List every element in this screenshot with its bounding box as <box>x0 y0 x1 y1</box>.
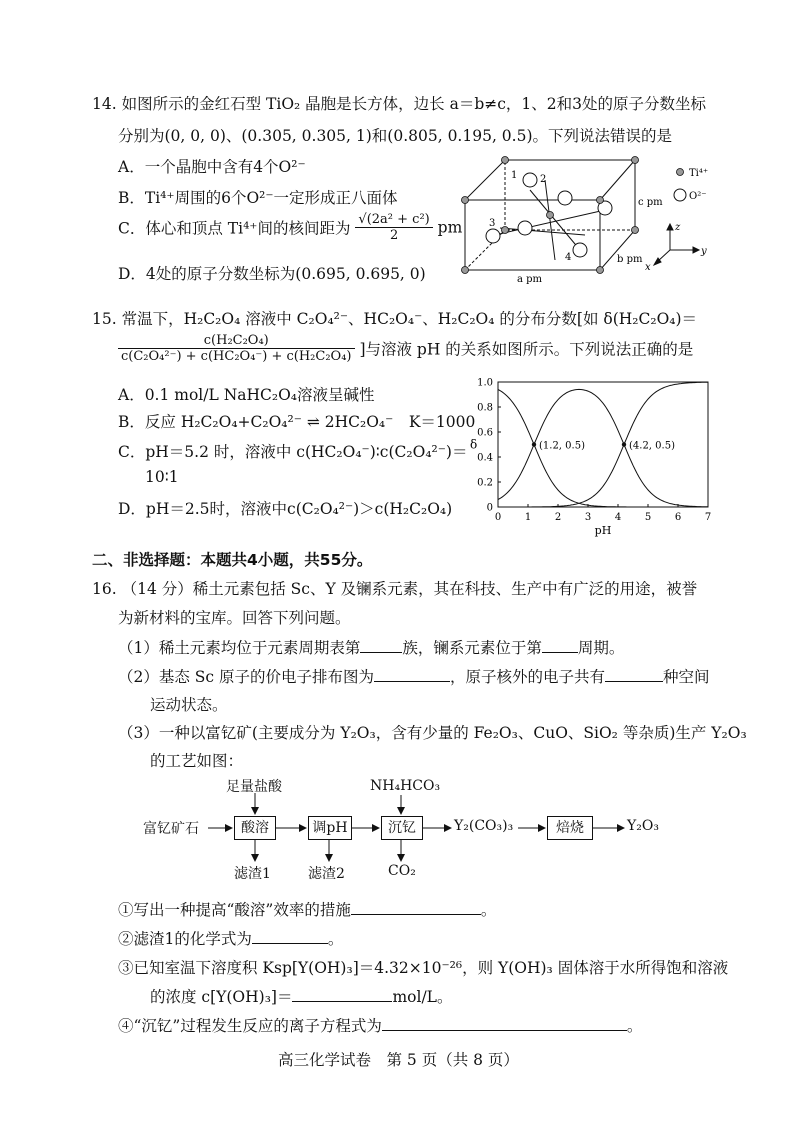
flow-end: Y₂O₃ <box>627 818 659 834</box>
x-tick-label: 2 <box>554 512 562 523</box>
y-tick-label: 1.0 <box>477 377 493 389</box>
reagent-hcl: 足量盐酸 <box>226 779 282 795</box>
y-tick-label: 0.4 <box>477 452 493 464</box>
q16-part3-line2: 的工艺如图： <box>150 752 244 770</box>
flow-step-ph: 调pH <box>308 816 352 840</box>
q16-part2: （2）基态 Sc 原子的价电子排布图为 ，原子核外的电子共有 种空间 <box>118 668 710 686</box>
svg-text:y: y <box>701 246 707 257</box>
q15-stem-line1: 15. 常温下，H₂C₂O₄ 溶液中 C₂O₄²⁻、HC₂O₄⁻、H₂C₂O₄ 的分布分数[如 δ(H₂C₂O₄)＝ <box>92 310 698 328</box>
flow-start: 富钇矿石 <box>143 821 199 837</box>
b-edge-label: b pm <box>617 254 643 265</box>
x-tick-label: 1 <box>524 512 532 523</box>
answer-blank[interactable] <box>382 1016 627 1031</box>
q15-option-a: A．0.1 mol/L NaHC₂O₄溶液呈碱性 <box>118 386 375 404</box>
flow-residue2: 滤渣2 <box>308 866 345 882</box>
q14-option-d: D．4处的原子分数坐标为(0.695, 0.695, 0) <box>118 265 426 283</box>
flow-step-precip: 沉钇 <box>381 816 423 840</box>
q15-fraction: $\frac{\text{c(H₂C₂O₄)}}{\text{c(C₂O₄²⁻) + c(HC₂O₄⁻) + c(H₂C₂O₄)}}$ <box>118 333 355 364</box>
answer-blank[interactable] <box>351 900 481 915</box>
section2-title: 二、非选择题：本题共4小题，共55分。 <box>92 551 373 569</box>
q16-part3: （3）一种以富钇矿(主要成分为 Y₂O₃，含有少量的 Fe₂O₃、CuO、SiO₂ 等杂质)生产 Y₂O₃ <box>118 724 747 742</box>
page-footer: 高三化学试卷 第 5 页（共 8 页） <box>278 1051 519 1069</box>
x-axis-label: pH <box>594 524 612 537</box>
q16-number: 16. <box>92 580 117 598</box>
q14-option-a: A．一个晶胞中含有4个O²⁻ <box>118 158 306 176</box>
svg-text:x: x <box>645 262 651 273</box>
q14-number: 14. <box>92 95 117 113</box>
atom-label-3: 3 <box>489 218 496 229</box>
atom-label-2: 2 <box>540 174 547 185</box>
q14-distance-fraction: $\frac{\text{√(2a² + c²)}}{2}$ <box>355 212 432 243</box>
y-tick-label: 0.2 <box>477 477 493 489</box>
flow-step-acid: 酸溶 <box>234 816 276 840</box>
q14-option-c: C．体心和顶点 Ti⁴⁺间的核间距为 $\frac{\text{√(2a² + c²)}}{2}$ pm <box>118 212 463 243</box>
q16-sub3-line2: 的浓度 c[Y(OH)₃]＝ mol/L。 <box>150 988 453 1006</box>
svg-text:z: z <box>675 222 681 233</box>
q16-part1: （1）稀土元素均位于元素周期表第 族，镧系元素位于第 周期。 <box>118 639 625 657</box>
atom-label-1: 1 <box>511 170 518 181</box>
q16-sub1: ①写出一种提高“酸溶”效率的措施 。 <box>118 901 497 919</box>
answer-blank[interactable] <box>252 929 328 944</box>
x-tick-label: 5 <box>644 512 652 523</box>
legend-ti: Ti⁴⁺ <box>689 168 709 179</box>
y-tick-label: 0.8 <box>477 402 493 414</box>
q15-option-b: B．反应 H₂C₂O₄+C₂O₄²⁻ ⇌ 2HC₂O₄⁻ K＝1000 <box>118 413 476 431</box>
q15-option-d: D．pH＝2.5时，溶液中c(C₂O₄²⁻)＞c(H₂C₂O₄) <box>118 500 453 518</box>
flow-co2: CO₂ <box>388 863 416 879</box>
c-edge-label: c pm <box>638 197 663 208</box>
flow-residue1: 滤渣1 <box>234 866 271 882</box>
y-tick-label: 0 <box>486 502 493 514</box>
q16-part2-line2: 运动状态。 <box>150 696 228 714</box>
q14-stem-line2: 分别为(0, 0, 0)、(0.305, 0.305, 1)和(0.805, 0.195, 0.5)。下列说法错误的是 <box>118 127 672 145</box>
flow-step-roast: 焙烧 <box>547 816 593 840</box>
q15-number: 15. <box>92 310 117 328</box>
q15-option-c-line2: 10∶1 <box>145 468 179 486</box>
atom-label-4: 4 <box>565 252 572 263</box>
flow-intermediate: Y₂(CO₃)₃ <box>454 818 514 834</box>
x-tick-label: 0 <box>494 512 502 523</box>
q16-stem-line1: 16. （14 分）稀土元素包括 Sc、Y 及镧系元素，其在科技、生产中有广泛的用途，被誉 <box>92 580 698 598</box>
a-edge-label: a pm <box>517 274 543 285</box>
q16-sub2: ②滤渣1的化学式为 。 <box>118 930 344 948</box>
q16-sub3-line1: ③已知室温下溶度积 Ksp[Y(OH)₃]＝4.32×10⁻²⁶，则 Y(OH)₃ 固体溶于水所得饱和溶液 <box>118 959 729 977</box>
q16-sub4: ④“沉钇”过程发生反应的离子方程式为 。 <box>118 1017 643 1035</box>
x-tick-label: 4 <box>614 512 622 523</box>
q16-stem-line2: 为新材料的宝库。回答下列问题。 <box>118 609 351 627</box>
intersection-label: (1.2, 0.5) <box>539 440 585 452</box>
q15-stem-line2: $\frac{\text{c(H₂C₂O₄)}}{\text{c(C₂O₄²⁻) + c(HC₂O₄⁻) + c(H₂C₂O₄)}}$ ]与溶液 pH 的关系如图所示。下列说法正确的是 <box>118 333 693 364</box>
q14-option-b: B．Ti⁴⁺周围的6个O²⁻一定形成正八面体 <box>118 189 398 207</box>
y-axis-label: δ <box>470 437 478 452</box>
x-tick-label: 7 <box>704 512 712 523</box>
y-tick-label: 0.6 <box>477 427 493 439</box>
answer-blank[interactable] <box>292 987 392 1002</box>
x-tick-label: 6 <box>674 512 682 523</box>
legend-o: O²⁻ <box>689 191 707 202</box>
reagent-nh4hco3: NH₄HCO₃ <box>370 778 441 794</box>
intersection-label: (4.2, 0.5) <box>629 440 675 452</box>
q15-option-c-line1: C．pH＝5.2 时，溶液中 c(HC₂O₄⁻)∶c(C₂O₄²⁻)＝ <box>118 443 468 461</box>
q14-stem-line1: 14. 如图所示的金红石型 TiO₂ 晶胞是长方体，边长 a＝b≠c，1、2和3处的原子分数坐标 <box>92 95 707 113</box>
x-tick-label: 3 <box>584 512 592 523</box>
